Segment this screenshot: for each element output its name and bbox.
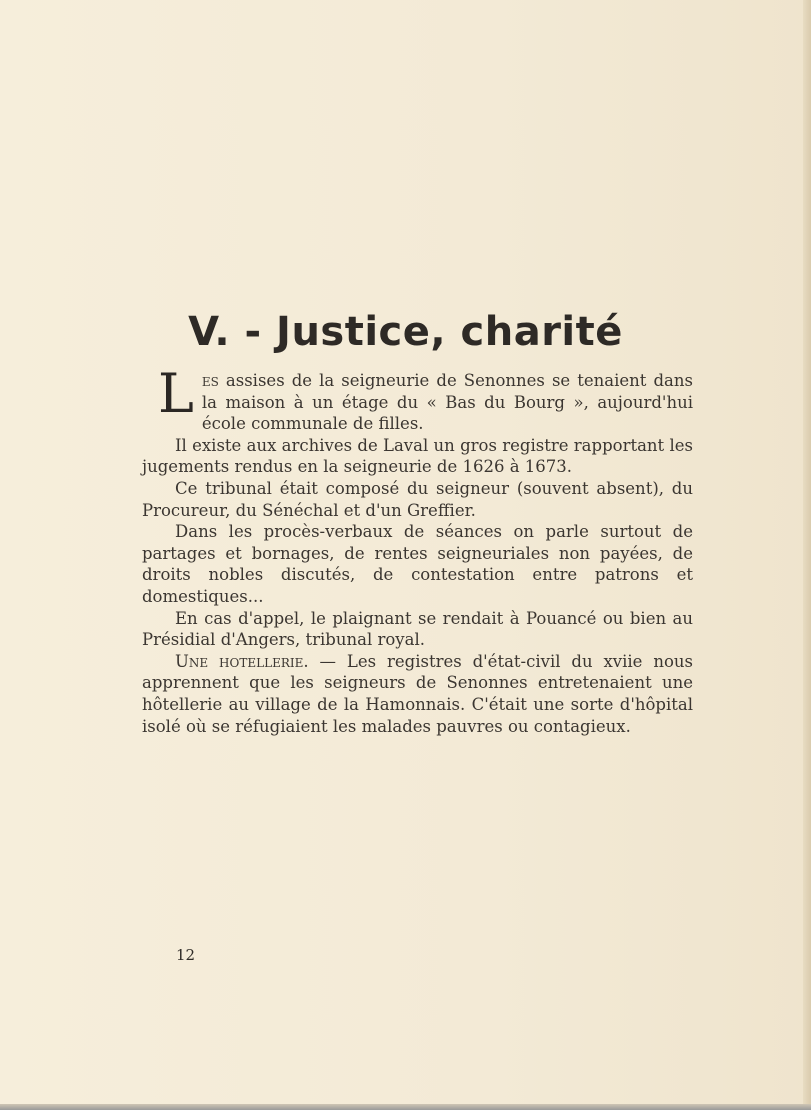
paragraph-6 xyxy=(142,651,693,737)
paragraph-5: En cas d'appel, le plaignant se rendait à Pouancé ou bien au Présidial d'Angers, tribunal royal. xyxy=(142,608,693,650)
paragraph-6-text: — Les registres d'état-civil du xviie nous apprennent que les seigneurs de Senonnes entretenaient une hôtellerie au village de la Hamonnais. C'était une sorte d'hôpital isolé où se réfugiaient les malades pauvres ou contagieux. xyxy=(142,651,693,736)
paragraph-6-heading: Une hotellerie. xyxy=(175,651,309,671)
paragraph-1-smallcaps: es xyxy=(201,371,219,390)
paragraph-3: Ce tribunal était composé du seigneur (souvent absent), du Procureur, du Sénéchal et d'un Greffier. xyxy=(142,478,693,520)
chapter-body xyxy=(142,362,693,737)
drop-cap: L xyxy=(158,362,194,425)
chapter-title: V. - Justice, charité xyxy=(188,308,623,355)
paragraph-1-text: assises de la seigneurie de Senonnes se tenaient dans la maison à un étage du « Bas du Bourg », aujourd'hui école communale de filles. xyxy=(201,371,693,434)
page-bottom-edge xyxy=(0,1104,811,1110)
paragraph-2: Il existe aux archives de Laval un gros registre rapportant les jugements rendus en la seigneurie de 1626 à 1673. xyxy=(142,435,693,477)
page-right-edge xyxy=(803,0,811,1110)
page-number: 12 xyxy=(176,946,196,964)
paragraph-4: Dans les procès-verbaux de séances on parle surtout de partages et bornages, de rentes seigneuriales non payées, de droits nobles discutés, de contestation entre patrons et domestiques... xyxy=(142,522,693,606)
paragraph-1 xyxy=(142,362,693,435)
